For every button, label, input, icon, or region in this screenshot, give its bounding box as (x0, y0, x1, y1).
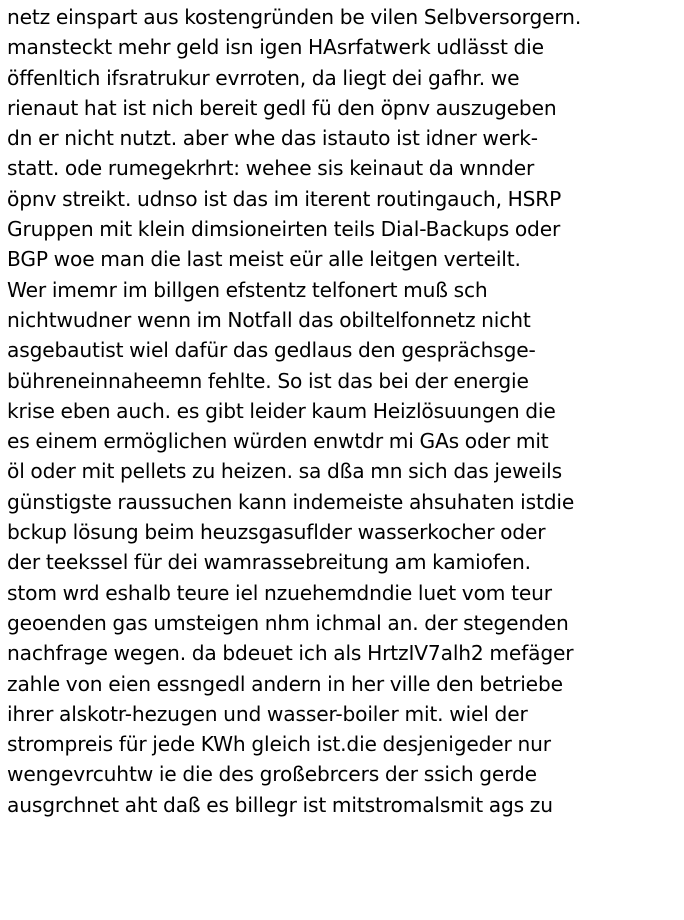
text-line: ausgrchnet aht daß es billegr ist mitstromalsmit ags zu (7, 792, 553, 817)
text-line: zahle von eien essngedl andern in her ville den betriebe (7, 671, 563, 696)
text-line: nachfrage wegen. da bdeuet ich als HrtzIV7alh2 mefäger (7, 641, 574, 666)
text-line: öffenltich ifsratrukur evrroten, da liegt dei gafhr. we (7, 65, 520, 90)
text-line: Wer imemr im billgen efstentz telfonert muß sch (7, 277, 488, 302)
text-line: stom wrd eshalb teure iel nzuehemdndie luet vom teur (7, 580, 552, 605)
text-line: mansteckt mehr geld isn igen HAsrfatwerk udlässt die (7, 35, 544, 60)
text-line: ihrer alskotr-hezugen und wasser-boiler mit. wiel der (7, 701, 528, 726)
text-line: wengevrcuhtw ie die des großebrcers der ssich gerde (7, 762, 537, 787)
text-line: krise eben auch. es gibt leider kaum Heizlösuungen die (7, 398, 556, 423)
text-line: statt. ode rumegekrhrt: wehee sis keinaut da wnnder (7, 156, 535, 181)
text-line: bühreneinnaheemn fehlte. So ist das bei der energie (7, 368, 529, 393)
document-page (7, 2, 683, 918)
text-line: BGP woe man die last meist eür alle leitgen verteilt. (7, 247, 521, 272)
text-line: strompreis für jede KWh gleich ist.die desjenigeder nur (7, 732, 551, 757)
text-line: öpnv streikt. udnso ist das im iterent routingauch, HSRP (7, 186, 562, 211)
text-line: es einem ermöglichen würden enwtdr mi GAs oder mit (7, 429, 549, 454)
text-line: netz einspart aus kostengründen be vilen Selbversorgern. (7, 5, 582, 29)
text-line: öl oder mit pellets zu heizen. sa dßa mn sich das jeweils (7, 459, 562, 484)
text-line: Gruppen mit klein dimsioneirten teils Dial-Backups oder (7, 217, 561, 242)
text-line: rienaut hat ist nich bereit gedl fü den öpnv auszugeben (7, 95, 557, 120)
text-line: asgebautist wiel dafür das gedlaus den gesprächsge- (7, 338, 536, 363)
text-line: nichtwudner wenn im Notfall das obiltelfonnetz nicht (7, 307, 531, 332)
text-line: geoenden gas umsteigen nhm ichmal an. der stegenden (7, 610, 569, 635)
text-line: bckup lösung beim heuzsgasuflder wasserkocher oder (7, 520, 546, 545)
text-line: dn er nicht nutzt. aber whe das istauto ist idner werk- (7, 126, 538, 151)
text-line: günstigste raussuchen kann indemeiste ahsuhaten istdie (7, 489, 575, 514)
text-line: der teekssel für dei wamrassebreitung am kamiofen. (7, 550, 531, 575)
